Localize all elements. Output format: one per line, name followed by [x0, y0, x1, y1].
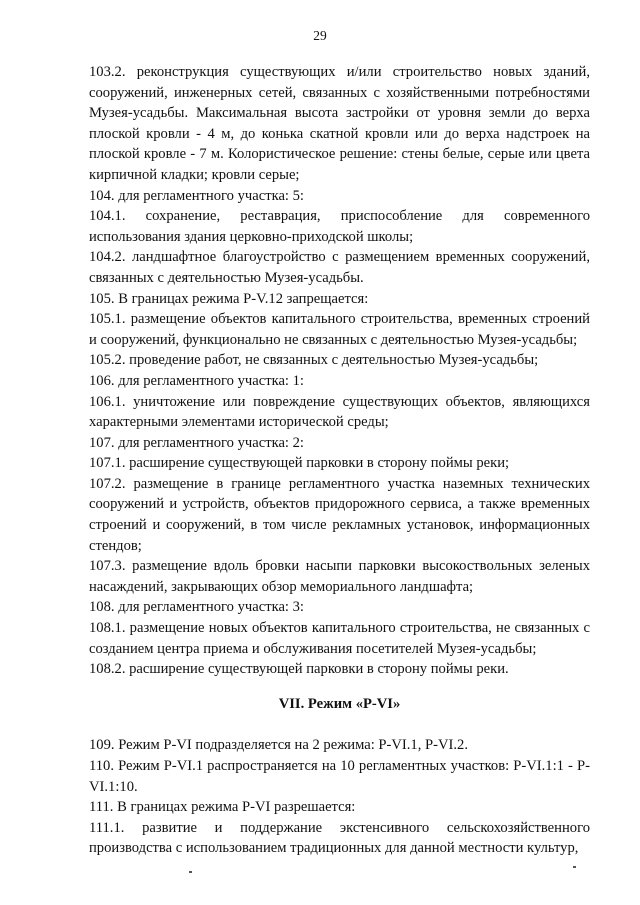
section-heading: VII. Режим «Р-VI» — [278, 695, 401, 712]
paragraph-106: 106. для регламентного участка: 1: — [89, 372, 304, 389]
page-number: 29 — [313, 28, 327, 43]
paragraph-107-3: 107.3. размещение вдоль бровки насыпи парковки высокоствольных зеленых насаждений, закрывающих обзор мемориального ландшафта; — [89, 558, 590, 595]
scan-speck — [189, 871, 192, 873]
paragraph-103-2: 103.2. реконструкция существующих и/или строительство новых зданий, сооружений, инженерных сетей, связанных с хозяйственными потребностями Музея-усадьбы. Максимальная высота застройки от уровня земли до верха плоской кровли - 4 м, до конька скатной кровли или до верха надстроек на плоской кровле - 7 м. Колористическое решение: стены белые, серые или цвета кирпичной кладки; кровли серые; — [89, 64, 590, 183]
paragraph-106-1: 106.1. уничтожение или повреждение существующих объектов, являющихся характерными элементами исторической среды; — [89, 393, 590, 431]
paragraph-107: 107. для регламентного участка: 2: — [89, 434, 304, 451]
paragraph-111: 111. В границах режима Р-VI разрешается: — [89, 799, 356, 816]
paragraph-110: 110. Режим Р-VI.1 распространяется на 10 регламентных участков: Р-VI.1:1 - Р-VI.1:10. — [89, 758, 590, 795]
paragraph-108: 108. для регламентного участка: 3: — [89, 599, 304, 616]
paragraph-105-1: 105.1. размещение объектов капитального строительства, временных строений и сооружений, функционально не связанных с деятельностью Музея-усадьбы; — [89, 311, 590, 348]
spacer — [89, 714, 590, 735]
spacer — [89, 680, 590, 694]
document-body — [89, 62, 590, 859]
paragraph-107-2: 107.2. размещение в границе регламентного участка наземных технических сооружений и устройств, объектов придорожного сервиса, а также временных строений и сооружений, в том числе рекламных установок, информационных стендов; — [89, 475, 590, 554]
paragraph-104: 104. для регламентного участка: 5: — [89, 187, 304, 204]
paragraph-107-1: 107.1. расширение существующей парковки в сторону поймы реки; — [89, 455, 510, 472]
paragraph-108-1: 108.1. размещение новых объектов капитального строительства, не связанных с созданием центра приема и обслуживания посетителей Музея-усадьбы; — [89, 620, 590, 657]
scan-speck — [573, 866, 576, 868]
paragraph-105-2: 105.2. проведение работ, не связанных с деятельностью Музея-усадьбы; — [89, 352, 539, 369]
paragraph-105: 105. В границах режима Р-V.12 запрещается: — [89, 290, 369, 307]
paragraph-104-2: 104.2. ландшафтное благоустройство с размещением временных сооружений, связанных с деятельностью Музея-усадьбы. — [89, 249, 590, 286]
paragraph-109: 109. Режим Р-VI подразделяется на 2 режима: Р-VI.1, Р-VI.2. — [89, 737, 468, 754]
paragraph-111-1: 111.1. развитие и поддержание экстенсивного сельскохозяйственного производства с использованием традиционных для данной местности культур, — [89, 819, 590, 857]
paragraph-104-1: 104.1. сохранение, реставрация, приспособление для современного использования здания церковно-приходской школы; — [89, 208, 590, 245]
paragraph-108-2: 108.2. расширение существующей парковки в сторону поймы реки. — [89, 661, 509, 678]
